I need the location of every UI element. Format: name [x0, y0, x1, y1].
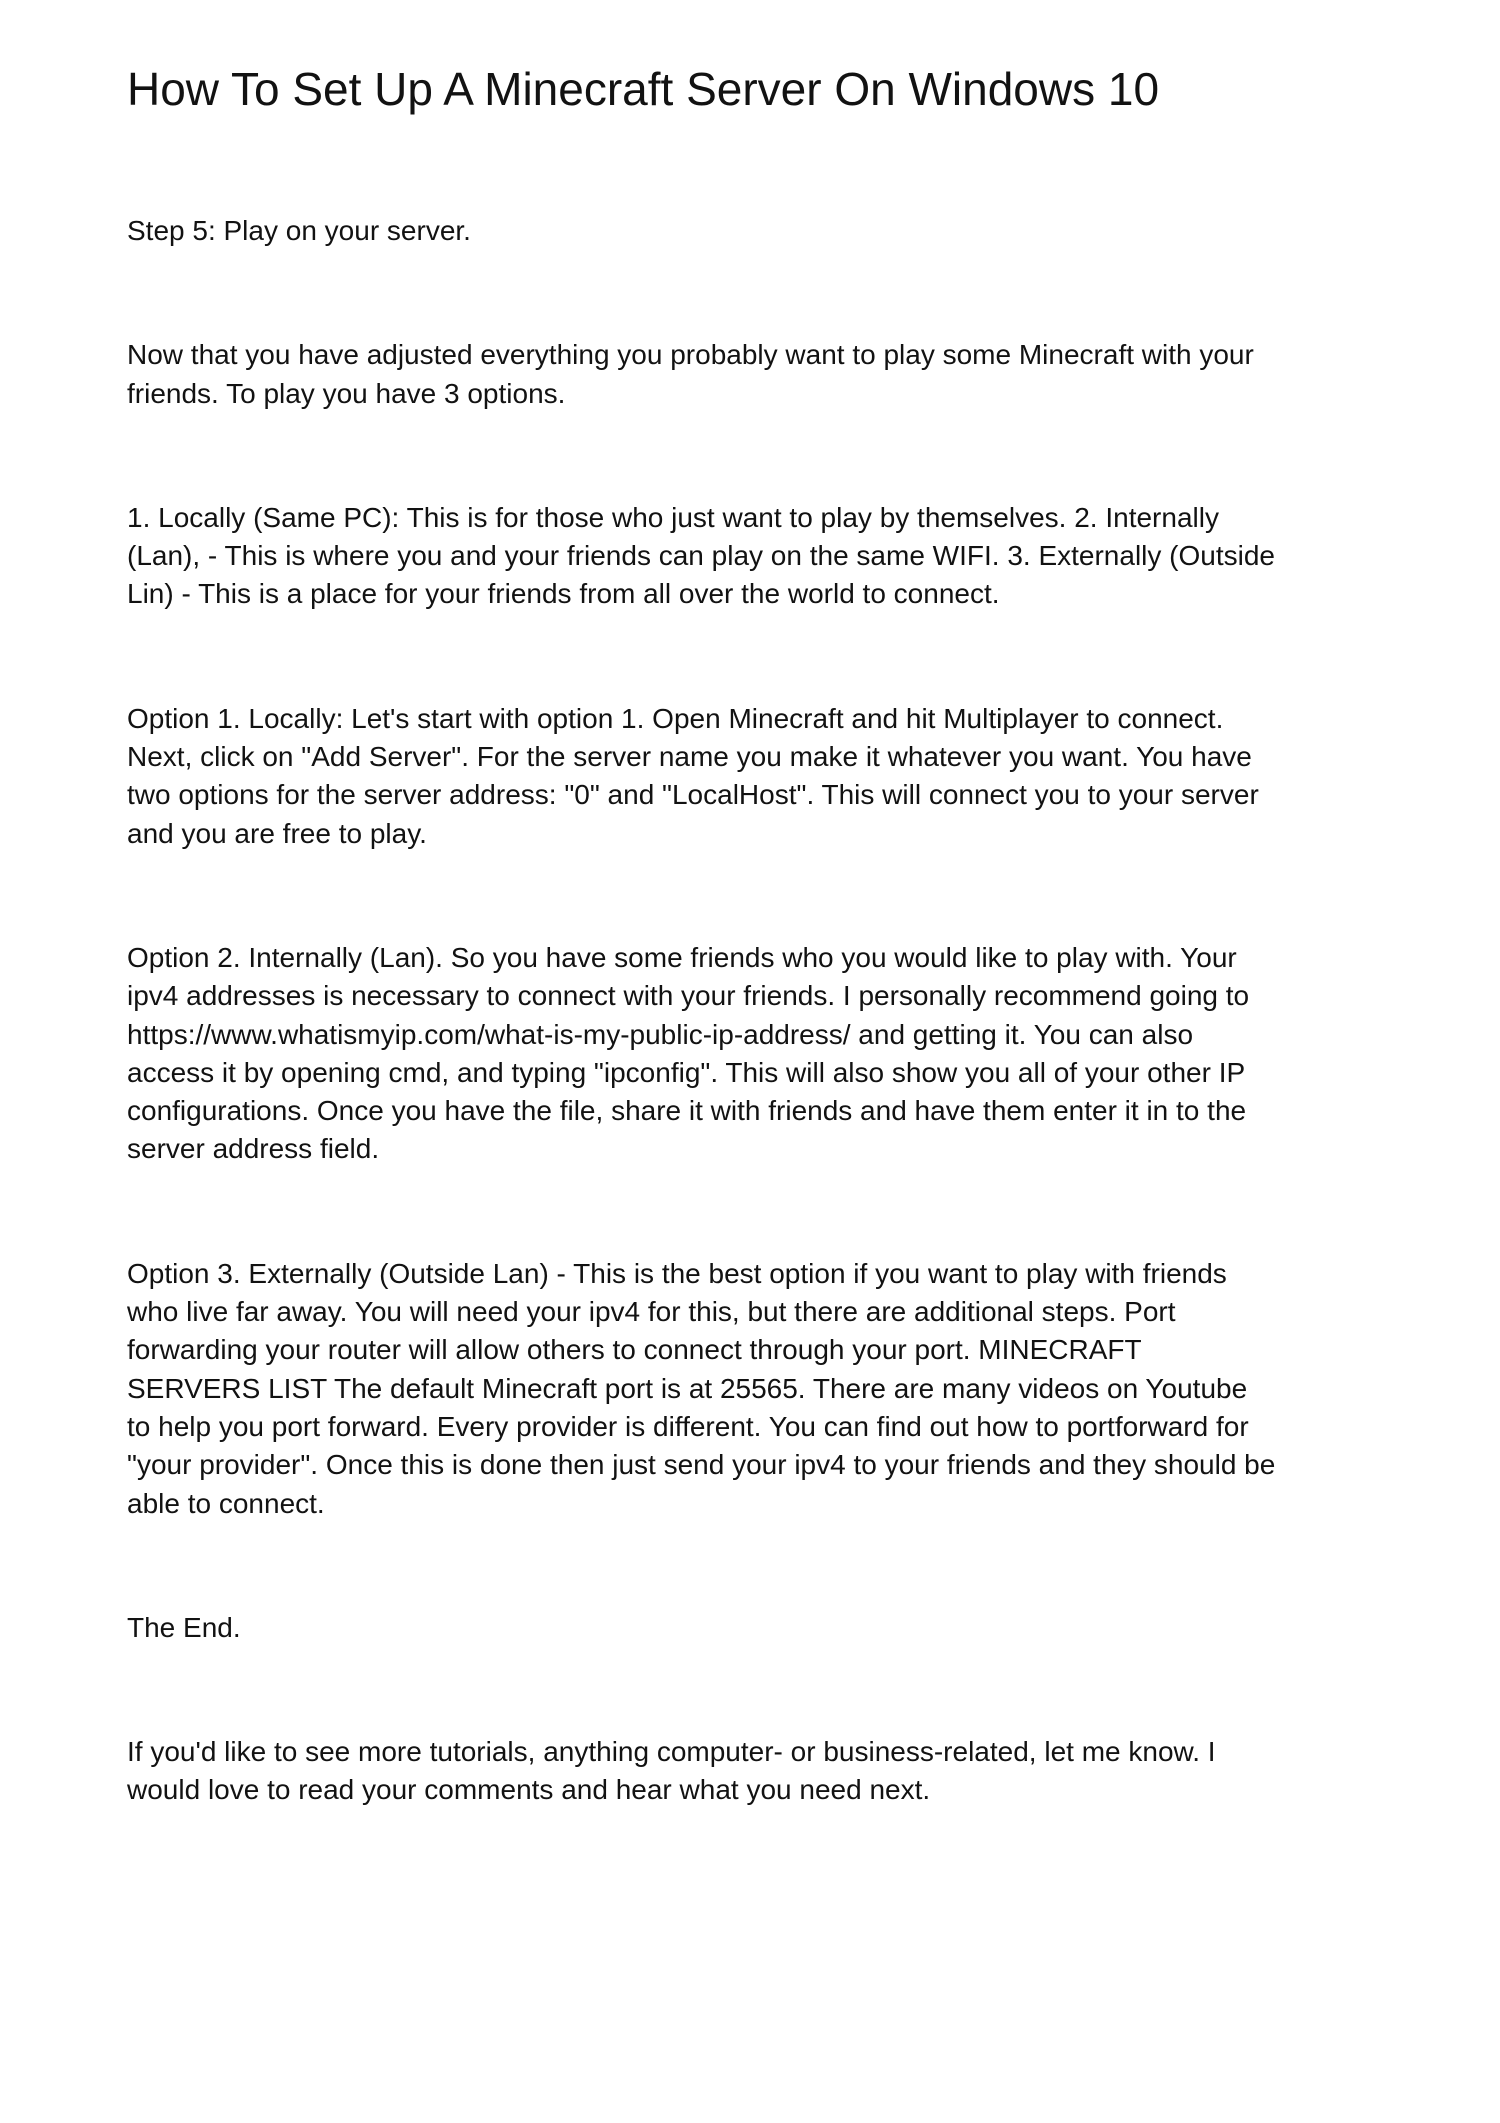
paragraph-option-3-externally: Option 3. Externally (Outside Lan) - This is the best option if you want to play with friends who live far away. You will need your ipv4 for this, but there are additional steps. Port forwarding your router will allow others to connect through your port. MINECRAFT SERVERS LIST The default Minecraft port is at 25565. There are many videos on Youtube to help you port forward. Every provider is different. You can find out how to portforward for "your provider". Once this is done then just send your ipv4 to your friends and they should be able to connect. — [127, 1257, 1276, 1519]
paragraph-step-5: Step 5: Play on your server. — [127, 215, 471, 246]
paragraph-intro: Now that you have adjusted everything you probably want to play some Minecraft with your friends. To play you have 3 options. — [127, 339, 1254, 409]
paragraph-the-end: The End. — [127, 1611, 241, 1643]
paragraph-options-overview: 1. Locally (Same PC): This is for those who just want to play by themselves. 2. Internally (Lan), - This is where you and your friends can play on the same WIFI. 3. Externally (Outside Lin) - This is a place for your friends from all over the world to connect. — [127, 501, 1275, 610]
paragraph-option-1-locally: Option 1. Locally: Let's start with option 1. Open Minecraft and hit Multiplayer to connect. Next, click on "Add Server". For the server name you make it whatever you want. You have two options for the server address: "0" and "LocalHost". This will connect you to your server and you are free to play. — [127, 702, 1259, 849]
page-title: How To Set Up A Minecraft Server On Windows 10 — [127, 63, 1160, 115]
paragraph-outro: If you'd like to see more tutorials, anything computer- or business-related, let me know. I would love to read your comments and hear what you need next. — [127, 1736, 1216, 1806]
paragraph-option-2-internally-lan: Option 2. Internally (Lan). So you have some friends who you would like to play with. Your ipv4 addresses is necessary to connect with your friends. I personally recommend going to https://www.whatismyip.com/what-is-my-public-ip-address/ and getting it. You can also access it by opening cmd, and typing "ipconfig". This will also show you all of your other IP configurations. Once you have the file, share it with friends and have them enter it in to the server address field. — [127, 941, 1250, 1165]
